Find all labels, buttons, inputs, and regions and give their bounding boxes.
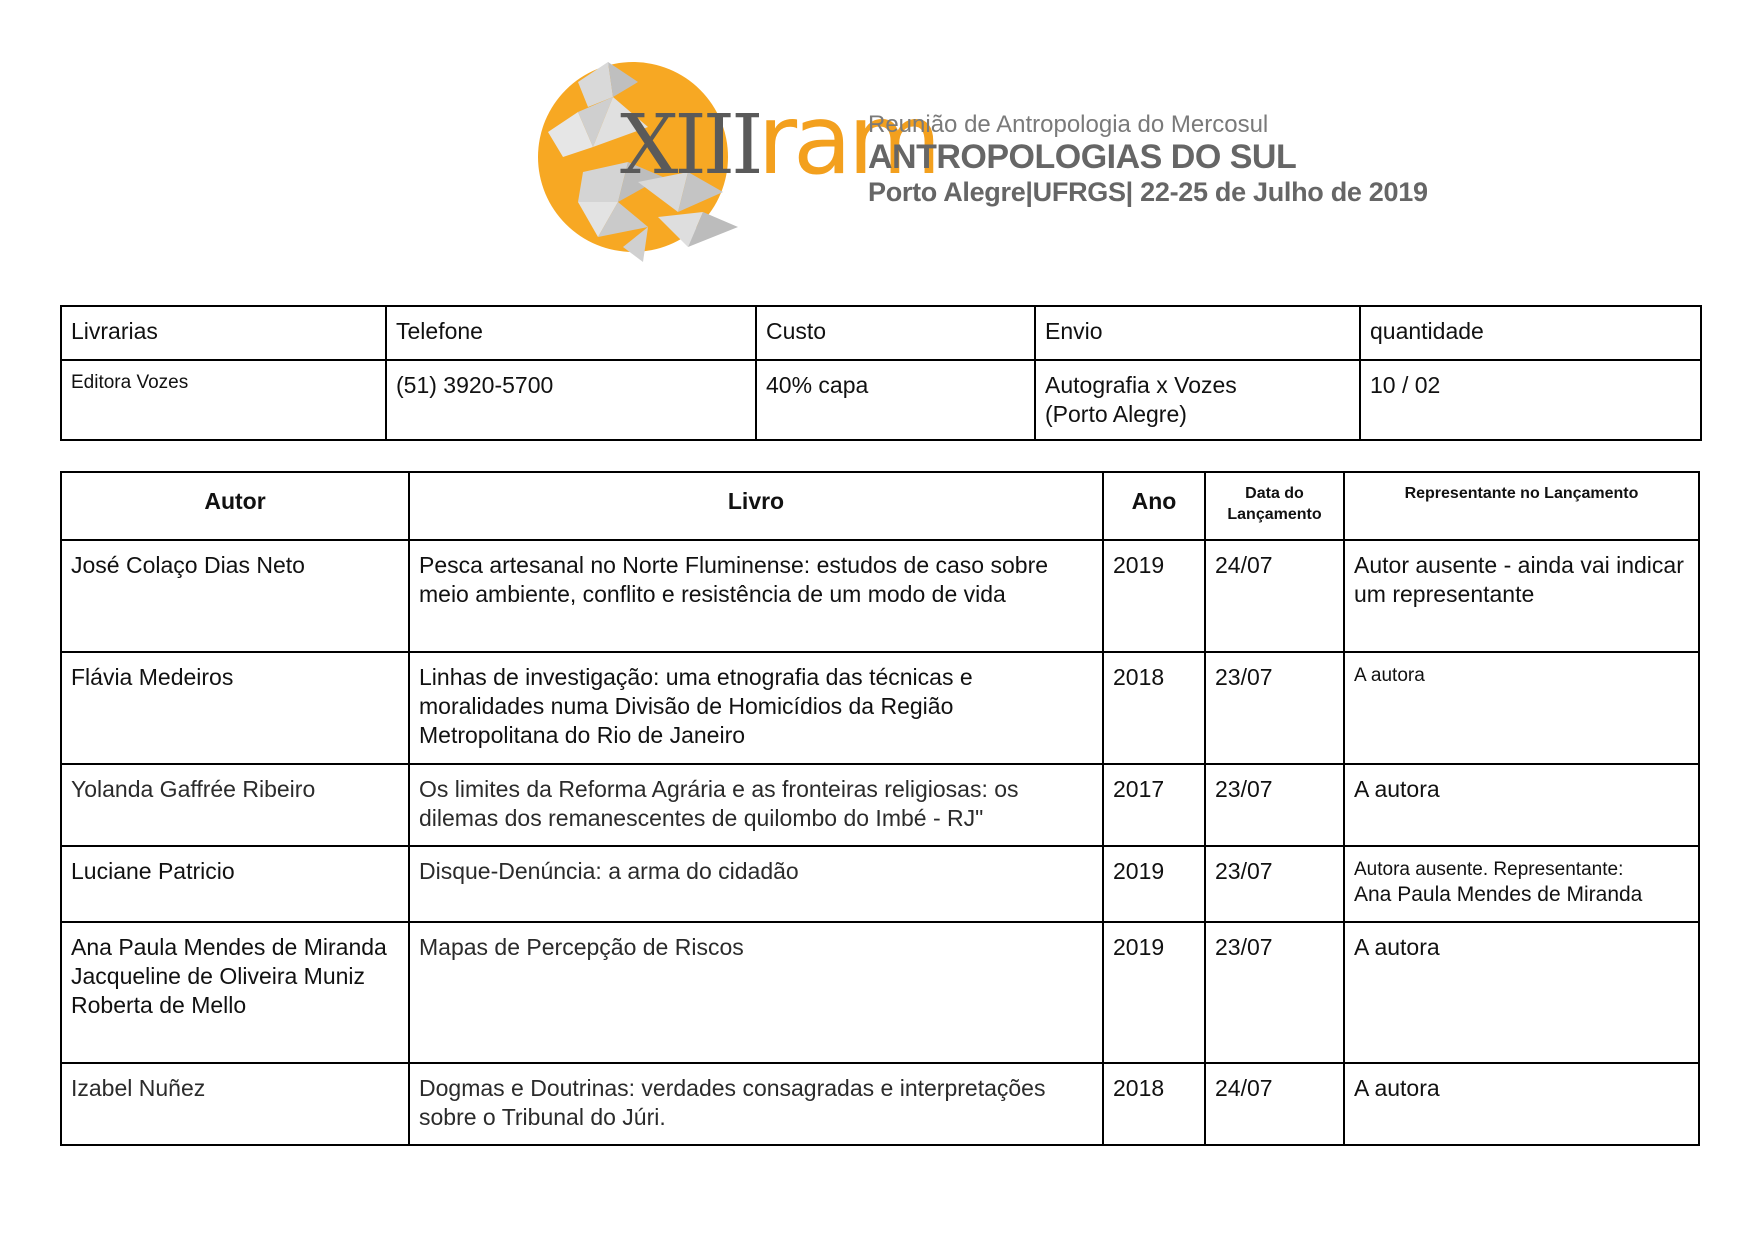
header-livrarias: Livrarias xyxy=(61,306,386,360)
representante-line-2: Ana Paula Mendes de Miranda xyxy=(1354,883,1643,906)
logo-text-block xyxy=(868,112,1428,208)
cell-representante: A autora xyxy=(1344,652,1699,764)
cell-autor xyxy=(61,922,409,1063)
cell-ano: 2019 xyxy=(1103,846,1205,922)
table-row xyxy=(61,652,1699,764)
cell-representante: A autora xyxy=(1344,922,1699,1063)
cell-autor: Flávia Medeiros xyxy=(61,652,409,764)
header-telefone: Telefone xyxy=(386,306,756,360)
cell-representante: Autor ausente - ainda vai indicar um representante xyxy=(1344,540,1699,652)
cell-livro: Os limites da Reforma Agrária e as fronteiras religiosas: os dilemas dos remanescentes de quilombo do Imbé - RJ" xyxy=(409,764,1103,846)
cell-autor: Luciane Patricio xyxy=(61,846,409,922)
header-custo: Custo xyxy=(756,306,1035,360)
cell-livro: Disque-Denúncia: a arma do cidadão xyxy=(409,846,1103,922)
header-representante: Representante no Lançamento xyxy=(1344,472,1699,540)
cell-quantidade: 10 / 02 xyxy=(1360,360,1701,440)
cell-data: 24/07 xyxy=(1205,1063,1344,1145)
header-livro: Livro xyxy=(409,472,1103,540)
logo-subtitle: Reunião de Antropologia do Mercosul xyxy=(868,111,1269,138)
table-row xyxy=(61,1063,1699,1145)
logo-roman-numeral: XIII xyxy=(620,98,760,193)
header-envio: Envio xyxy=(1035,306,1360,360)
cell-data: 23/07 xyxy=(1205,764,1344,846)
cell-livro: Linhas de investigação: uma etnografia das técnicas e moralidades numa Divisão de Homicídios da Região Metropolitana do Rio de Janeiro xyxy=(409,652,1103,764)
cell-livro: Dogmas e Doutrinas: verdades consagradas e interpretações sobre o Tribunal do Júri. xyxy=(409,1063,1103,1145)
event-logo xyxy=(538,52,1428,252)
table-row xyxy=(61,922,1699,1063)
cell-representante: A autora xyxy=(1344,1063,1699,1145)
header-autor: Autor xyxy=(61,472,409,540)
cell-data: 23/07 xyxy=(1205,846,1344,922)
cell-representante xyxy=(1344,846,1699,922)
table-row xyxy=(61,846,1699,922)
cell-data: 23/07 xyxy=(1205,652,1344,764)
cell-envio xyxy=(1035,360,1360,440)
table-row xyxy=(61,360,1701,440)
envio-line-1: Autografia x Vozes xyxy=(1045,372,1237,398)
cell-autor: Izabel Nuñez xyxy=(61,1063,409,1145)
cell-livro: Pesca artesanal no Norte Fluminense: estudos de caso sobre meio ambiente, conflito e resistência de um modo de vida xyxy=(409,540,1103,652)
representante-line-1: Autora ausente. Representante: xyxy=(1354,859,1624,880)
cell-ano: 2017 xyxy=(1103,764,1205,846)
cell-ano: 2018 xyxy=(1103,1063,1205,1145)
cell-ano: 2018 xyxy=(1103,652,1205,764)
autor-line-2: Jacqueline de Oliveira Muniz xyxy=(71,963,366,989)
cell-autor: Yolanda Gaffrée Ribeiro xyxy=(61,764,409,846)
cell-livraria: Editora Vozes xyxy=(61,360,386,440)
cell-data: 24/07 xyxy=(1205,540,1344,652)
table-row xyxy=(61,540,1699,652)
table-header-row xyxy=(61,472,1699,540)
autor-line-1: Ana Paula Mendes de Miranda xyxy=(71,934,387,960)
logo-location-date: Porto Alegre|UFRGS| 22-25 de Julho de 2019 xyxy=(868,177,1428,207)
logo-theme: ANTROPOLOGIAS DO SUL xyxy=(868,138,1297,176)
cell-ano: 2019 xyxy=(1103,540,1205,652)
header-data-line-1: Data do xyxy=(1245,485,1304,502)
cell-custo: 40% capa xyxy=(756,360,1035,440)
books-table xyxy=(60,471,1700,1146)
cell-autor: José Colaço Dias Neto xyxy=(61,540,409,652)
header-data-line-2: Lançamento xyxy=(1227,506,1322,523)
cell-ano: 2019 xyxy=(1103,922,1205,1063)
cell-telefone: (51) 3920-5700 xyxy=(386,360,756,440)
header-ano: Ano xyxy=(1103,472,1205,540)
cell-representante: A autora xyxy=(1344,764,1699,846)
envio-line-2: (Porto Alegre) xyxy=(1045,401,1187,427)
cell-livro: Mapas de Percepção de Riscos xyxy=(409,922,1103,1063)
header-data-lancamento xyxy=(1205,472,1344,540)
bookstore-table xyxy=(60,305,1702,441)
logo-acronym: ram xyxy=(757,84,938,196)
header-quantidade: quantidade xyxy=(1360,306,1701,360)
table-header-row xyxy=(61,306,1701,360)
table-row xyxy=(61,764,1699,846)
cell-data: 23/07 xyxy=(1205,922,1344,1063)
autor-line-3: Roberta de Mello xyxy=(71,992,247,1018)
